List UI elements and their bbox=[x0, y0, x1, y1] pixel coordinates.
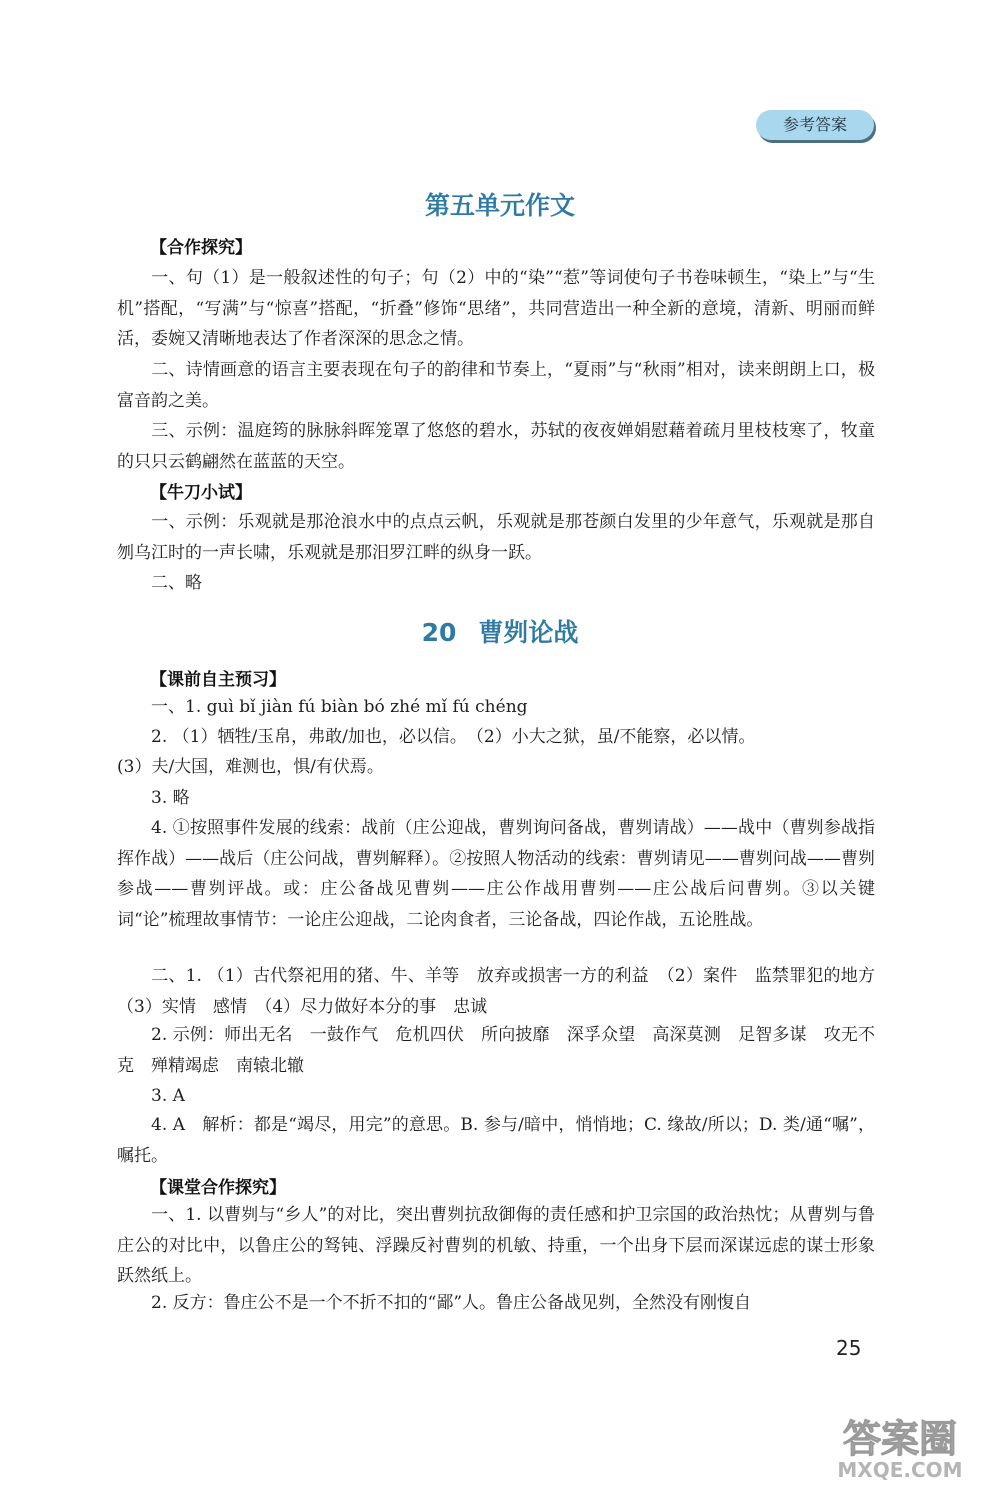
answer-text: 3. A bbox=[151, 1086, 185, 1106]
section-label-practice: 【牛刀小试】 bbox=[150, 483, 252, 503]
answer-text: 4. ①按照事件发展的线索：战前（庄公迎战，曹刿询问备战，曹刿请战）——战中（曹刿参战指挥作战）——战后（庄公问战，曹刿解释）。②按照人物活动的线索：曹刿请见——曹刿问战——曹刿参战——曹刿评战。或：庄公备战见曹刿——庄公作战用曹刿——庄公战后问曹刿。③以关键词“论”梳理故事情节：一论庄公迎战，二论肉食者，三论备战，四论作战，五论胜战。 bbox=[117, 818, 875, 930]
answer-text: 二、略 bbox=[151, 573, 202, 593]
paragraph bbox=[117, 568, 875, 599]
section-label-preview: 【课前自主预习】 bbox=[150, 670, 286, 690]
lesson-20-title bbox=[0, 613, 1000, 649]
paragraph bbox=[117, 416, 875, 477]
paragraph bbox=[117, 783, 875, 814]
paragraph bbox=[117, 813, 875, 935]
paragraph bbox=[117, 1081, 875, 1112]
section-label-classroom-inquiry: 【课堂合作探究】 bbox=[150, 1178, 286, 1198]
page-number: 25 bbox=[836, 1336, 862, 1360]
answer-text: 二、1. （1）古代祭祀用的猪、牛、羊等 放弃或损害一方的利益 （2）案件 监禁罪犯的地方 （3）实情 感情 （4）尽力做好本分的事 忠诚 bbox=[117, 966, 892, 1017]
answer-text: 二、诗情画意的语言主要表现在句子的韵律和节奏上，“夏雨”与“秋雨”相对，读来朗朗上口，极富音韵之美。 bbox=[117, 360, 875, 411]
paragraph bbox=[117, 507, 875, 568]
paragraph bbox=[117, 1020, 875, 1081]
section-label-cooperative-inquiry: 【合作探究】 bbox=[150, 238, 252, 258]
watermark-url: MXQE.COM bbox=[837, 1458, 963, 1482]
paragraph bbox=[117, 961, 892, 1022]
paragraph bbox=[117, 263, 875, 355]
paragraph bbox=[117, 1288, 875, 1319]
lesson-name: 曹刿论战 bbox=[478, 618, 579, 647]
answer-key-badge: 参考答案 bbox=[756, 110, 874, 140]
answer-text: 2. 反方：鲁庄公不是一个不折不扣的“鄙”人。鲁庄公备战见刿，全然没有刚愎自 bbox=[151, 1293, 752, 1313]
answer-text: 三、示例：温庭筠的脉脉斜晖笼罩了悠悠的碧水，苏轼的夜夜婵娟慰藉着疏月里枝枝寒了，牧童的只只云鹤翩然在蓝蓝的天空。 bbox=[117, 421, 875, 472]
paragraph bbox=[117, 1200, 875, 1292]
answer-text: 一、1. 以曹刿与“乡人”的对比，突出曹刿抗敌御侮的责任感和护卫宗国的政治热忱；从曹刿与鲁庄公的对比中，以鲁庄公的驽钝、浮躁反衬曹刿的机敏、持重，一个出身下层而深谋远虑的谋士形象跃然纸上。 bbox=[117, 1205, 875, 1286]
paragraph bbox=[117, 722, 875, 753]
watermark-text: 答案圈 bbox=[842, 1417, 957, 1461]
answer-text: 4. A 解析：都是“竭尽，用完”的意思。B. 参与/暗中，悄悄地；C. 缘故/所以；D. 类/通“嘱”，嘱托。 bbox=[117, 1115, 875, 1166]
answer-text: (3）夫/大国，难测也，惧/有伏焉。 bbox=[117, 757, 384, 777]
answer-text: 2. （1）牺牲/玉帛，弗敢/加也，必以信。 （2）小大之狱，虽/不能察，必以情。 bbox=[151, 727, 756, 747]
answer-text: 一、示例：乐观就是那沧浪水中的点点云帆，乐观就是那苍颜白发里的少年意气，乐观就是那自刎乌江时的一声长啸，乐观就是那汨罗江畔的纵身一跃。 bbox=[117, 512, 875, 563]
answer-text: 3. 略 bbox=[151, 788, 190, 808]
unit-5-composition-title: 第五单元作文 bbox=[424, 191, 575, 220]
paragraph bbox=[117, 752, 875, 783]
answer-text: 一、1. guì bǐ jiàn fú biàn bó zhé mǐ fú chéng bbox=[151, 697, 528, 717]
paragraph bbox=[117, 355, 875, 416]
paragraph bbox=[117, 1110, 875, 1171]
paragraph bbox=[117, 692, 875, 723]
answer-text: 2. 示例：师出无名 一鼓作气 危机四伏 所向披靡 深孚众望 高深莫测 足智多谋 攻无不克 殚精竭虑 南辕北辙 bbox=[117, 1025, 875, 1076]
watermark-logo bbox=[815, 1408, 985, 1488]
lesson-number: 20 bbox=[421, 618, 457, 647]
answer-text: 一、句（1）是一般叙述性的句子；句（2）中的“染”“惹”等词使句子书卷味顿生，“染上”与“生机”搭配，“写满”与“惊喜”搭配，“折叠”修饰“思绪”，共同营造出一种全新的意境，清新、明丽而鲜活，委婉又清晰地表达了作者深深的思念之情。 bbox=[117, 268, 875, 349]
